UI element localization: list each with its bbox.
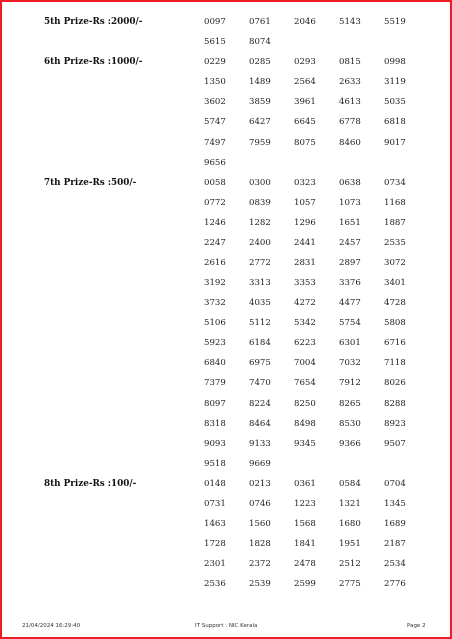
ticket-number: 0323 <box>294 177 316 188</box>
ticket-number: 2441 <box>294 237 316 248</box>
number-row <box>0 238 452 258</box>
ticket-number: 1246 <box>204 217 226 228</box>
ticket-number: 4272 <box>294 298 316 309</box>
ticket-number: 9656 <box>204 157 226 168</box>
ticket-number: 1168 <box>384 197 406 208</box>
ticket-number: 3602 <box>204 97 226 108</box>
ticket-number: 4035 <box>249 298 271 309</box>
ticket-number: 8498 <box>294 418 316 429</box>
ticket-number: 7379 <box>204 378 226 389</box>
ticket-number: 9507 <box>384 438 406 449</box>
ticket-number: 3732 <box>204 298 226 309</box>
ticket-number: 9133 <box>249 438 271 449</box>
ticket-number: 0300 <box>249 177 271 188</box>
ticket-number: 0731 <box>204 498 226 509</box>
ticket-number: 1560 <box>249 519 271 529</box>
ticket-number: 7959 <box>249 137 271 148</box>
ticket-number: 3401 <box>384 278 406 288</box>
ticket-number: 6840 <box>204 358 226 369</box>
number-row <box>0 338 452 358</box>
number-row <box>0 158 452 178</box>
ticket-number: 5747 <box>204 117 226 128</box>
number-row <box>0 298 452 318</box>
prize-label: 7th Prize-Rs :500/- <box>44 177 137 188</box>
ticket-number: 8318 <box>204 418 226 429</box>
ticket-number: 9518 <box>204 458 226 469</box>
ticket-number: 1073 <box>339 197 361 208</box>
ticket-number: 0772 <box>204 197 226 208</box>
ticket-number: 1728 <box>204 539 226 550</box>
number-row <box>0 37 452 57</box>
number-row <box>0 358 452 378</box>
ticket-number: 6427 <box>249 117 271 128</box>
ticket-number: 2046 <box>294 17 316 27</box>
ticket-number: 1828 <box>249 539 271 550</box>
number-row <box>0 479 452 499</box>
ticket-number: 8074 <box>249 37 271 48</box>
ticket-number: 7470 <box>249 378 271 389</box>
prize-label: 6th Prize-Rs :1000/- <box>44 57 143 68</box>
ticket-number: 5143 <box>339 17 361 27</box>
ticket-number: 1887 <box>384 217 406 228</box>
number-row <box>0 258 452 278</box>
number-row <box>0 57 452 77</box>
ticket-number: 0148 <box>204 478 226 489</box>
ticket-number: 8288 <box>384 398 406 409</box>
ticket-number: 6223 <box>294 338 316 349</box>
number-row <box>0 17 452 37</box>
ticket-number: 0734 <box>384 177 406 188</box>
ticket-number: 6778 <box>339 117 361 128</box>
number-row <box>0 499 452 519</box>
ticket-number: 7118 <box>384 358 406 369</box>
ticket-number: 2372 <box>249 559 271 570</box>
ticket-number: 8075 <box>294 137 316 148</box>
ticket-number: 7654 <box>294 378 316 389</box>
ticket-number: 5519 <box>384 17 406 27</box>
ticket-number: 6301 <box>339 338 361 349</box>
ticket-number: 8224 <box>249 398 271 409</box>
number-row <box>0 97 452 117</box>
ticket-number: 8250 <box>294 398 316 409</box>
prize-label: 5th Prize-Rs :2000/- <box>44 17 143 27</box>
ticket-number: 0638 <box>339 177 361 188</box>
ticket-number: 2187 <box>384 539 406 550</box>
ticket-number: 2534 <box>384 559 406 570</box>
page-footer <box>0 623 452 633</box>
number-row <box>0 419 452 439</box>
ticket-number: 8464 <box>249 418 271 429</box>
ticket-number: 1345 <box>384 498 406 509</box>
number-row <box>0 318 452 338</box>
ticket-number: 6975 <box>249 358 271 369</box>
ticket-number: 2400 <box>249 237 271 248</box>
ticket-number: 3859 <box>249 97 271 108</box>
ticket-number: 3119 <box>384 77 406 88</box>
footer-support: IT Support : NIC Kerala <box>195 623 258 629</box>
ticket-number: 2831 <box>294 258 316 268</box>
ticket-number: 1568 <box>294 519 316 529</box>
footer-timestamp: 21/04/2024 16:29:40 <box>22 623 81 629</box>
ticket-number: 1321 <box>339 498 361 509</box>
ticket-number: 6184 <box>249 338 271 349</box>
ticket-number: 2539 <box>249 579 271 590</box>
ticket-number: 8026 <box>384 378 406 389</box>
ticket-number: 5342 <box>294 318 316 329</box>
ticket-number: 2599 <box>294 579 316 590</box>
ticket-number: 8097 <box>204 398 226 409</box>
ticket-number: 5754 <box>339 318 361 329</box>
ticket-number: 4477 <box>339 298 361 309</box>
ticket-number: 1296 <box>294 217 316 228</box>
ticket-number: 1350 <box>204 77 226 88</box>
number-row <box>0 117 452 137</box>
number-row <box>0 459 452 479</box>
ticket-number: 2633 <box>339 77 361 88</box>
number-row <box>0 278 452 298</box>
ticket-number: 2247 <box>204 237 226 248</box>
ticket-number: 0815 <box>339 57 361 68</box>
ticket-number: 3313 <box>249 278 271 288</box>
number-row <box>0 138 452 158</box>
ticket-number: 8530 <box>339 418 361 429</box>
ticket-number: 2772 <box>249 258 271 268</box>
ticket-number: 1680 <box>339 519 361 529</box>
ticket-number: 6716 <box>384 338 406 349</box>
ticket-number: 0761 <box>249 17 271 27</box>
ticket-number: 5035 <box>384 97 406 108</box>
ticket-number: 6818 <box>384 117 406 128</box>
ticket-number: 9093 <box>204 438 226 449</box>
ticket-number: 0998 <box>384 57 406 68</box>
ticket-number: 9345 <box>294 438 316 449</box>
number-row <box>0 178 452 198</box>
ticket-number: 0285 <box>249 57 271 68</box>
ticket-number: 8265 <box>339 398 361 409</box>
ticket-number: 1489 <box>249 77 271 88</box>
ticket-number: 0097 <box>204 17 226 27</box>
ticket-number: 0229 <box>204 57 226 68</box>
ticket-number: 2616 <box>204 258 226 268</box>
ticket-number: 9669 <box>249 458 271 469</box>
prize-label: 8th Prize-Rs :100/- <box>44 478 137 489</box>
ticket-number: 3376 <box>339 278 361 288</box>
ticket-number: 2564 <box>294 77 316 88</box>
ticket-number: 5615 <box>204 37 226 48</box>
ticket-number: 5112 <box>249 318 271 329</box>
ticket-number: 1057 <box>294 197 316 208</box>
number-row <box>0 378 452 398</box>
ticket-number: 5923 <box>204 338 226 349</box>
ticket-number: 3072 <box>384 258 406 268</box>
ticket-number: 9366 <box>339 438 361 449</box>
number-row <box>0 579 452 599</box>
ticket-number: 1841 <box>294 539 316 550</box>
ticket-number: 0213 <box>249 478 271 489</box>
ticket-number: 7032 <box>339 358 361 369</box>
ticket-number: 2457 <box>339 237 361 248</box>
ticket-number: 1651 <box>339 217 361 228</box>
ticket-number: 2512 <box>339 559 361 570</box>
ticket-number: 9017 <box>384 137 406 148</box>
ticket-number: 0058 <box>204 177 226 188</box>
number-row <box>0 439 452 459</box>
number-row <box>0 519 452 539</box>
ticket-number: 4613 <box>339 97 361 108</box>
ticket-number: 7912 <box>339 378 361 389</box>
number-row <box>0 198 452 218</box>
ticket-number: 3961 <box>294 97 316 108</box>
ticket-number: 0839 <box>249 197 271 208</box>
ticket-number: 0584 <box>339 478 361 489</box>
ticket-number: 2775 <box>339 579 361 590</box>
ticket-number: 0361 <box>294 478 316 489</box>
ticket-number: 1689 <box>384 519 406 529</box>
ticket-number: 1951 <box>339 539 361 550</box>
ticket-number: 6645 <box>294 117 316 128</box>
number-row <box>0 399 452 419</box>
footer-page-number: Page 2 <box>407 623 426 629</box>
ticket-number: 7004 <box>294 358 316 369</box>
ticket-number: 5106 <box>204 318 226 329</box>
number-row <box>0 559 452 579</box>
ticket-number: 1282 <box>249 217 271 228</box>
ticket-number: 2301 <box>204 559 226 570</box>
ticket-number: 5808 <box>384 318 406 329</box>
ticket-number: 7497 <box>204 137 226 148</box>
number-row <box>0 218 452 238</box>
ticket-number: 0746 <box>249 498 271 509</box>
ticket-number: 3353 <box>294 278 316 288</box>
ticket-number: 1463 <box>204 519 226 529</box>
ticket-number: 8923 <box>384 418 406 429</box>
ticket-number: 2478 <box>294 559 316 570</box>
ticket-number: 0293 <box>294 57 316 68</box>
ticket-number: 1223 <box>294 498 316 509</box>
number-row <box>0 539 452 559</box>
ticket-number: 2897 <box>339 258 361 268</box>
number-row <box>0 77 452 97</box>
ticket-number: 2535 <box>384 237 406 248</box>
ticket-number: 2776 <box>384 579 406 590</box>
ticket-number: 4728 <box>384 298 406 309</box>
ticket-number: 0704 <box>384 478 406 489</box>
ticket-number: 2536 <box>204 579 226 590</box>
ticket-number: 8460 <box>339 137 361 148</box>
ticket-number: 3192 <box>204 278 226 288</box>
